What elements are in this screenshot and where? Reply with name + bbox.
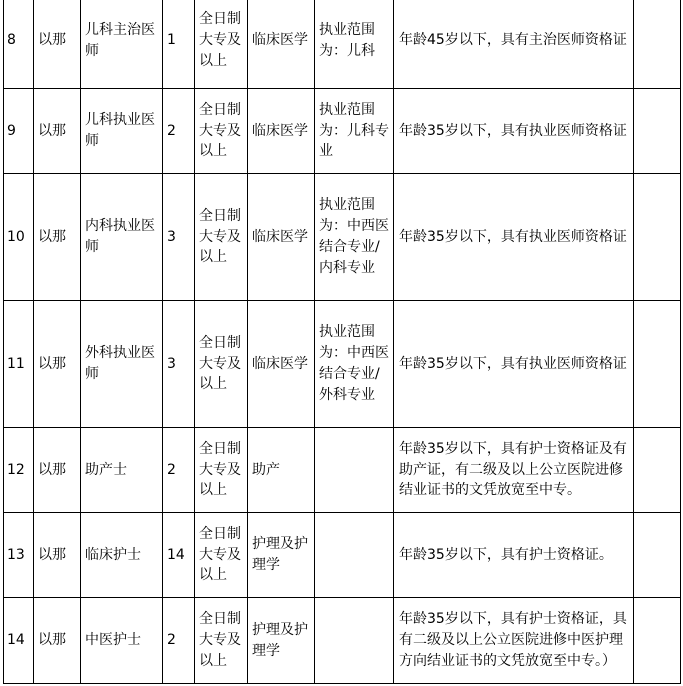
requirements-cell: 年龄35岁以下，具有护士资格证。 <box>394 513 634 598</box>
requirements-cell: 年龄35岁以下，具有护士资格证及有助产证，有二级及以上公立医院进修结业证书的文凭放宽至中专。 <box>394 428 634 513</box>
count-cell: 1 <box>163 0 195 89</box>
scope-cell: 执业范围为：儿科 <box>315 0 394 89</box>
empty-cell <box>634 0 681 89</box>
position-cell: 中医护士 <box>81 598 163 684</box>
empty-cell <box>634 428 681 513</box>
major-cell: 临床医学 <box>248 174 315 301</box>
unit-cell: 以那 <box>34 513 81 598</box>
scope-cell <box>315 428 394 513</box>
scope-cell: 执业范围为：中西医结合专业/外科专业 <box>315 301 394 428</box>
empty-cell <box>634 301 681 428</box>
position-cell: 外科执业医师 <box>81 301 163 428</box>
row-number: 13 <box>4 513 34 598</box>
table-row <box>4 598 681 684</box>
education-cell: 全日制大专及以上 <box>195 513 248 598</box>
table-row <box>4 89 681 174</box>
empty-cell <box>634 598 681 684</box>
education-cell: 全日制大专及以上 <box>195 0 248 89</box>
row-number: 8 <box>4 0 34 89</box>
empty-cell <box>634 513 681 598</box>
row-number: 12 <box>4 428 34 513</box>
scope-cell: 执业范围为：儿科专业 <box>315 89 394 174</box>
table-row <box>4 0 681 89</box>
unit-cell: 以那 <box>34 89 81 174</box>
major-cell: 护理及护理学 <box>248 598 315 684</box>
education-cell: 全日制大专及以上 <box>195 89 248 174</box>
row-number: 10 <box>4 174 34 301</box>
empty-cell <box>634 89 681 174</box>
count-cell: 3 <box>163 301 195 428</box>
count-cell: 2 <box>163 428 195 513</box>
positions-table <box>3 0 681 684</box>
scope-cell: 执业范围为：中西医结合专业/内科专业 <box>315 174 394 301</box>
unit-cell: 以那 <box>34 0 81 89</box>
major-cell: 护理及护理学 <box>248 513 315 598</box>
education-cell: 全日制大专及以上 <box>195 428 248 513</box>
position-cell: 儿科执业医师 <box>81 89 163 174</box>
major-cell: 临床医学 <box>248 89 315 174</box>
scope-cell <box>315 598 394 684</box>
empty-cell <box>634 174 681 301</box>
table-row <box>4 513 681 598</box>
requirements-cell: 年龄35岁以下，具有执业医师资格证 <box>394 89 634 174</box>
row-number: 14 <box>4 598 34 684</box>
count-cell: 2 <box>163 598 195 684</box>
requirements-cell: 年龄35岁以下，具有执业医师资格证 <box>394 174 634 301</box>
recruitment-table-fragment <box>3 0 681 684</box>
table-row <box>4 174 681 301</box>
major-cell: 临床医学 <box>248 0 315 89</box>
table-row <box>4 301 681 428</box>
scope-cell <box>315 513 394 598</box>
major-cell: 临床医学 <box>248 301 315 428</box>
unit-cell: 以那 <box>34 598 81 684</box>
row-number: 11 <box>4 301 34 428</box>
education-cell: 全日制大专及以上 <box>195 598 248 684</box>
unit-cell: 以那 <box>34 174 81 301</box>
education-cell: 全日制大专及以上 <box>195 174 248 301</box>
unit-cell: 以那 <box>34 428 81 513</box>
education-cell: 全日制大专及以上 <box>195 301 248 428</box>
position-cell: 助产士 <box>81 428 163 513</box>
requirements-cell: 年龄45岁以下，具有主治医师资格证 <box>394 0 634 89</box>
unit-cell: 以那 <box>34 301 81 428</box>
table-row <box>4 428 681 513</box>
position-cell: 临床护士 <box>81 513 163 598</box>
count-cell: 14 <box>163 513 195 598</box>
major-cell: 助产 <box>248 428 315 513</box>
requirements-cell: 年龄35岁以下，具有护士资格证，具有二级及以上公立医院进修中医护理方向结业证书的文凭放宽至中专。） <box>394 598 634 684</box>
count-cell: 2 <box>163 89 195 174</box>
count-cell: 3 <box>163 174 195 301</box>
requirements-cell: 年龄35岁以下，具有执业医师资格证 <box>394 301 634 428</box>
position-cell: 儿科主治医师 <box>81 0 163 89</box>
row-number: 9 <box>4 89 34 174</box>
position-cell: 内科执业医师 <box>81 174 163 301</box>
